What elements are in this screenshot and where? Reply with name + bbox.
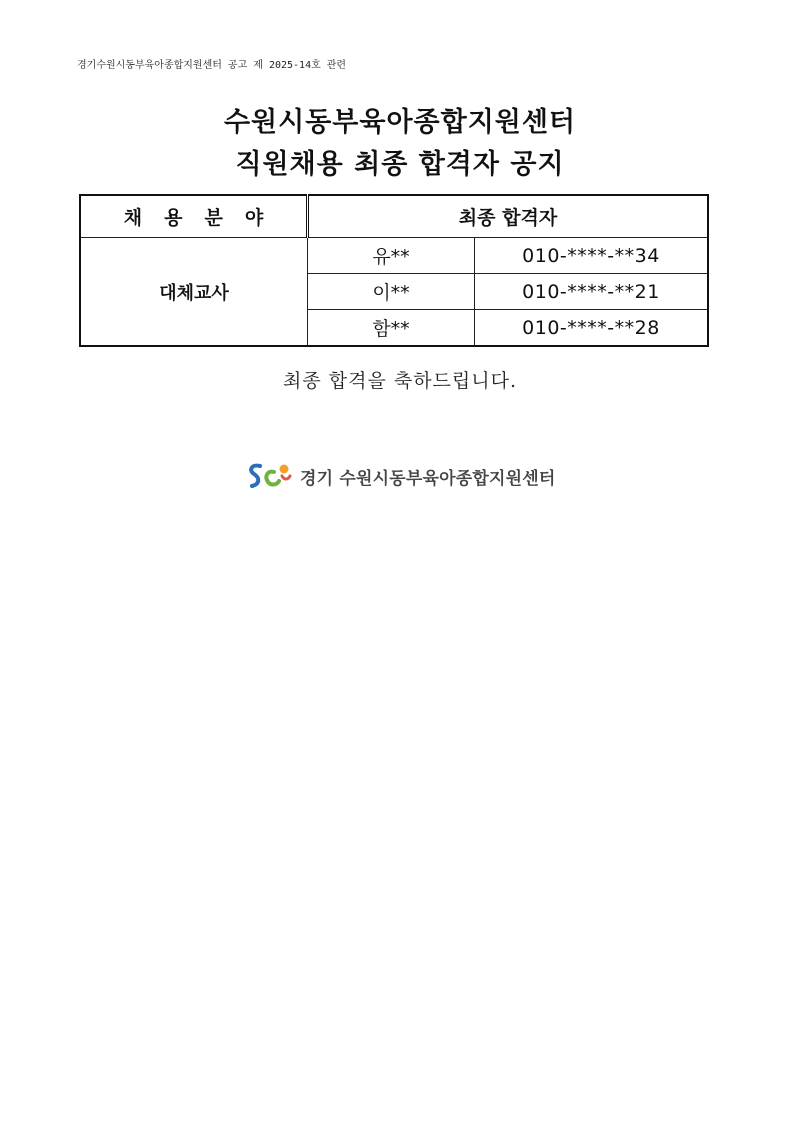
column-header-field: 채용분야	[80, 195, 308, 238]
congratulations-text: 최종 합격을 축하드립니다.	[282, 370, 517, 392]
table-row	[80, 238, 708, 274]
candidate-name: 함**	[308, 310, 475, 347]
candidate-name: 유**	[308, 238, 475, 274]
result-table	[79, 194, 709, 347]
header-note: 경기수원시동부육아종합지원센터 공고 제 2025-14호 관련	[77, 60, 347, 71]
candidate-phone: 010-****-**34	[475, 238, 709, 274]
page-title: 수원시동부육아종합지원센터	[223, 107, 577, 138]
field-cell: 대체교사	[80, 238, 308, 347]
candidate-phone: 010-****-**21	[475, 274, 709, 310]
page-subtitle: 직원채용 최종 합격자 공지	[235, 149, 565, 180]
column-header-result: 최종 합격자	[308, 195, 709, 238]
center-logo	[246, 460, 555, 492]
center-logo-icon	[246, 460, 294, 492]
table-header-row	[80, 195, 708, 238]
center-logo-text: 경기 수원시동부육아종합지원센터	[300, 468, 556, 489]
candidate-name: 이**	[308, 274, 475, 310]
candidate-phone: 010-****-**28	[475, 310, 709, 347]
